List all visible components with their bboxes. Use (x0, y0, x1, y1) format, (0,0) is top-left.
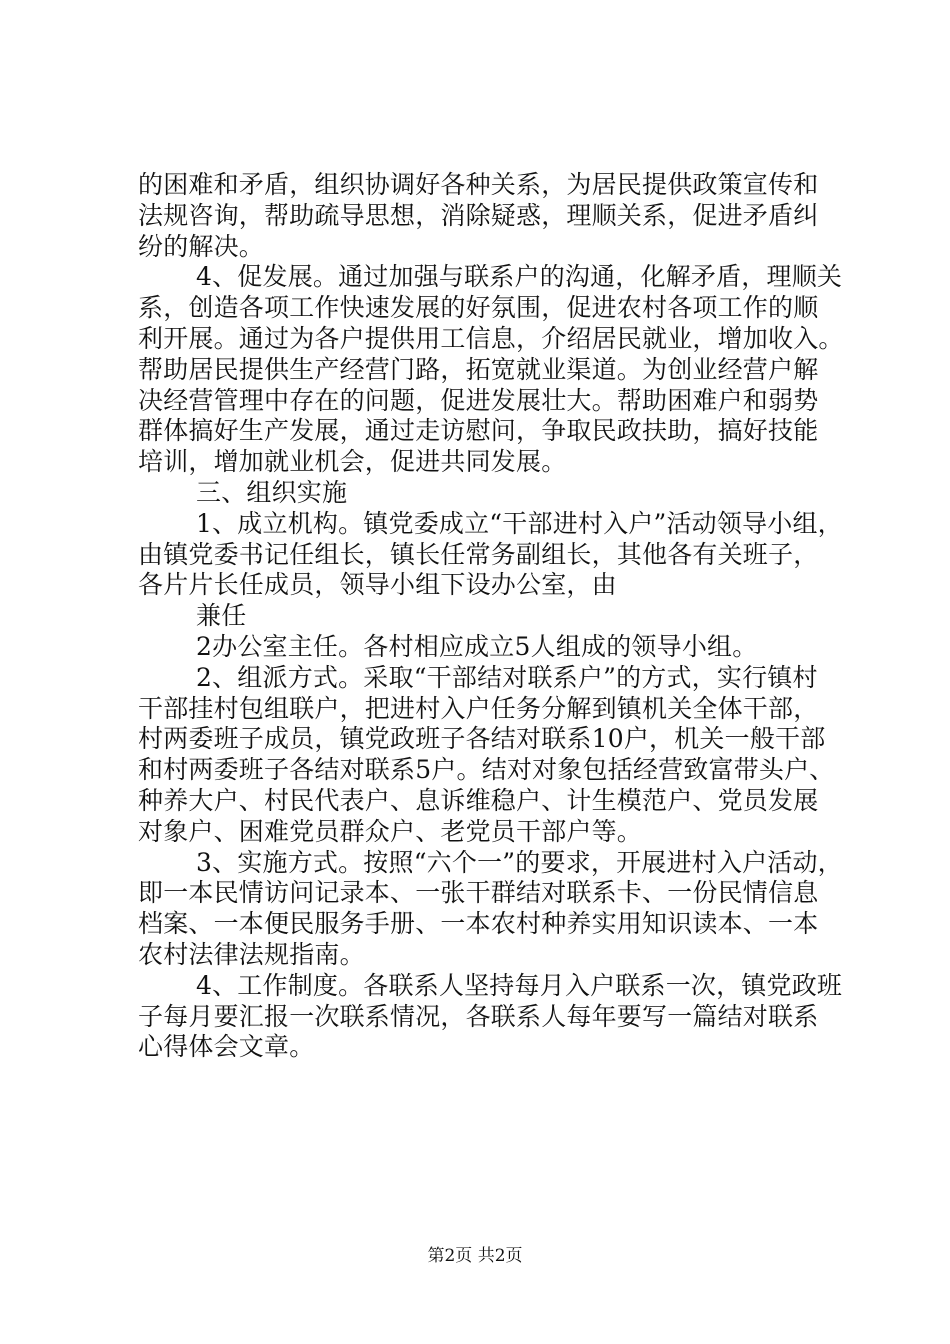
page-number-footer: 第2页 共2页 (427, 1246, 523, 1266)
text-line: 即一本民情访问记录本、一张干群结对联系卡、一份民情信息 (138, 878, 819, 908)
paragraph-start-line: 4、促发展。通过加强与联系户的沟通，化解矛盾，理顺关 (196, 262, 843, 292)
text-line: 兼任 (196, 601, 247, 631)
text-line: 培训，增加就业机会，促进共同发展。 (138, 447, 567, 477)
text-line: 各片片长任成员，领导小组下设办公室，由 (138, 570, 617, 600)
text-line: 村两委班子成员，镇党政班子各结对联系10户，机关一般干部 (138, 724, 826, 754)
text-line: 利开展。通过为各户提供用工信息，介绍居民就业，增加收入。 (138, 323, 844, 353)
text-line: 和村两委班子各结对联系5户。结对对象包括经营致富带头户、 (138, 755, 835, 785)
text-line: 决经营管理中存在的问题，促进发展壮大。帮助困难户和弱势 (138, 385, 819, 415)
paragraph-start-line: 4、工作制度。各联系人坚持每月入户联系一次，镇党政班 (196, 970, 843, 1000)
paragraph-start-line: 3、实施方式。按照“六个一”的要求，开展进村入户活动， (196, 847, 843, 877)
text-line: 纷的解决。 (138, 231, 265, 261)
text-line: 心得体会文章。 (138, 1032, 315, 1062)
text-line: 档案、一本便民服务手册、一本农村种养实用知识读本、一本 (138, 909, 819, 939)
text-line: 对象户、困难党员群众户、老党员干部户等。 (138, 816, 643, 846)
text-line: 子每月要汇报一次联系情况，各联系人每年要写一篇结对联系 (138, 1001, 819, 1031)
paragraph-start-line: 2、组派方式。采取“干部结对联系户”的方式，实行镇村 (196, 662, 818, 692)
text-line: 群体搞好生产发展，通过走访慰问，争取民政扶助，搞好技能 (138, 416, 819, 446)
text-line: 种养大户、村民代表户、息诉维稳户、计生模范户、党员发展 (138, 785, 819, 815)
text-line: 干部挂村包组联户，把进村入户任务分解到镇机关全体干部， (138, 693, 819, 723)
text-line: 的困难和矛盾，组织协调好各种关系，为居民提供政策宣传和 (138, 170, 819, 199)
text-line: 由镇党委书记任组长，镇长任常务副组长，其他各有关班子， (138, 539, 819, 569)
paragraph-start-line: 1、成立机构。镇党委成立“干部进村入户”活动领导小组， (196, 508, 843, 538)
text-line: 农村法律法规指南。 (138, 939, 365, 969)
text-line: 2办公室主任。各村相应成立5人组成的领导小组。 (196, 631, 758, 661)
text-line: 系，创造各项工作快速发展的好氛围，促进农村各项工作的顺 (138, 293, 819, 323)
section-heading: 三、组织实施 (196, 477, 348, 507)
document-body (138, 170, 844, 1063)
text-line: 法规咨询，帮助疏导思想，消除疑惑，理顺关系，促进矛盾纠 (138, 200, 819, 230)
text-line: 帮助居民提供生产经营门路，拓宽就业渠道。为创业经营户解 (138, 354, 819, 384)
